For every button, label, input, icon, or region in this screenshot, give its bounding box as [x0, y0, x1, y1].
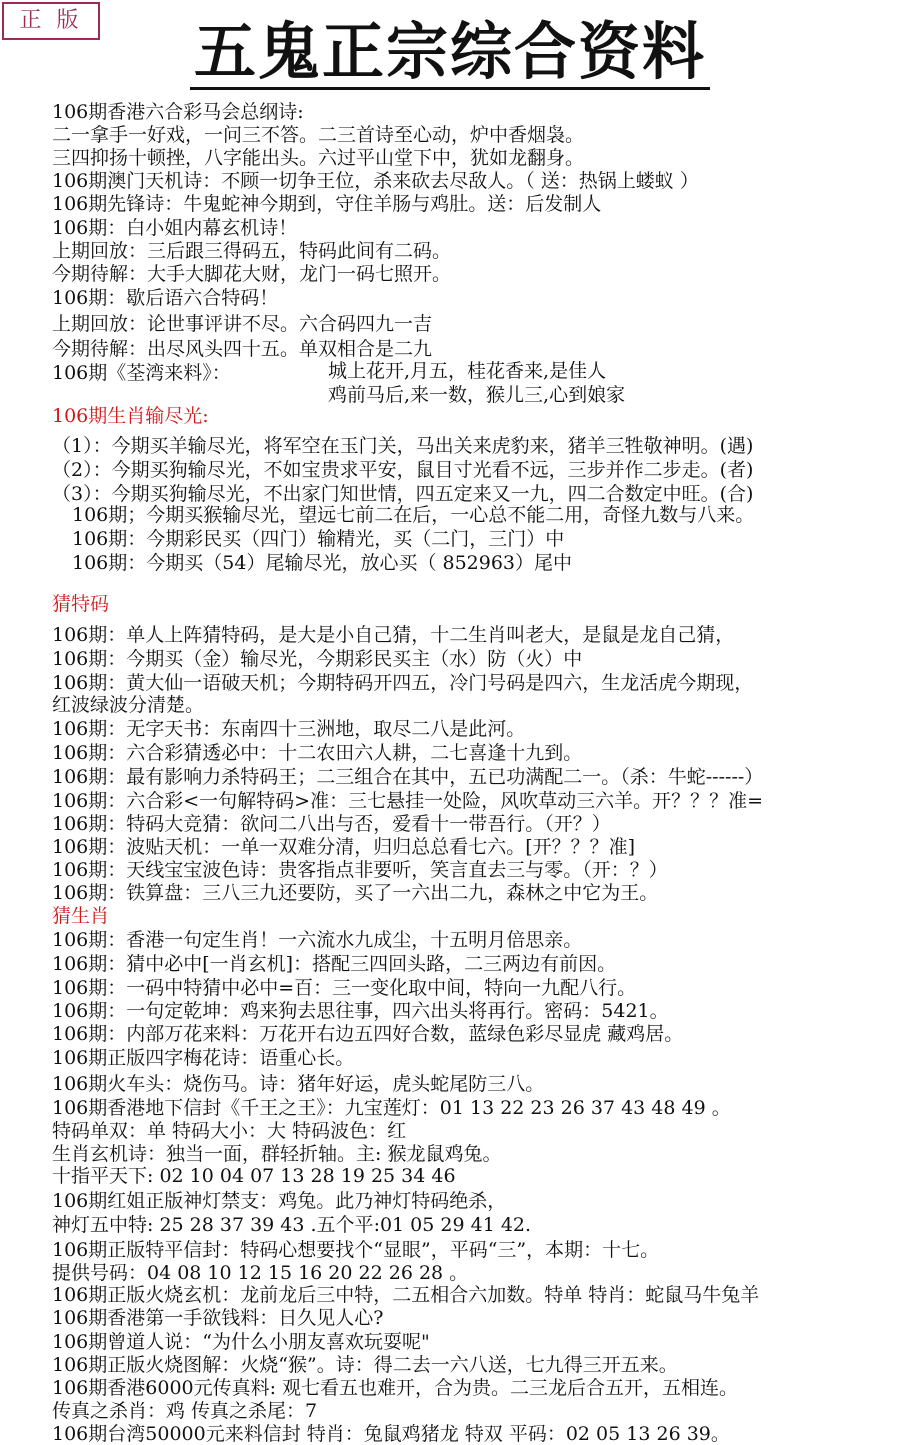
text-line: 106期：最有影响力杀特码王；二三组合在其中，五已功满配二一。（杀：牛蛇------）: [52, 766, 764, 788]
text-line: 106期；今期买猴输尽光，望远七前二在后，一心总不能二用，奇怪九数与八来。: [72, 504, 755, 526]
text-line: 106期正版火烧玄机：龙前龙后三中特，二五相合六加数。特单 特肖：蛇鼠马牛兔羊: [52, 1284, 760, 1306]
text-line: 106期香港第一手欲钱料：日久见人心?: [52, 1307, 384, 1329]
text-line: 今期待解：大手大脚花大财，龙门一码七照开。: [52, 263, 452, 285]
text-line: 106期：六合彩<一句解特码>准：三七悬挂一处险，风吹草动三六羊。开？？？准=: [52, 790, 764, 812]
text-line: 106期火车头：烧伤马。诗：猪年好运，虎头蛇尾防三八。: [52, 1073, 545, 1095]
text-line: 红波绿波分清楚。: [52, 694, 205, 716]
text-line: 106期：白小姐内幕玄机诗！: [52, 217, 298, 239]
text-line: 106期曾道人说：“为什么小朋友喜欢玩耍呢": [52, 1331, 430, 1353]
section-heading-guess-zodiac: 猜生肖: [52, 905, 110, 927]
text-line: 106期：香港一句定生肖！一六流水九成尘，十五明月倍思亲。: [52, 929, 583, 951]
text-line: 三四抑扬十顿挫，八字能出头。六过平山堂下中，犹如龙翻身。: [52, 147, 585, 169]
text-line: 106期：波贴天机：一单一双难分清，归归总总看七六。[开？？？准]: [52, 836, 636, 858]
text-line: 今期待解：出尽风头四十五。单双相合是二九: [52, 338, 433, 360]
text-line: 神灯五中特: 25 28 37 39 43 .五个平:01 05 29 41 42.: [52, 1214, 532, 1236]
text-line: 106期香港地下信封《千王之王》：九宝莲灯：01 13 22 23 26 37 43 48 49 。: [52, 1097, 731, 1119]
text-line: 106期：今期彩民买（四门）输精光，买（二门，三门）中: [72, 528, 565, 550]
text-line: 提供号码：04 08 10 12 15 16 20 22 26 28 。: [52, 1262, 469, 1284]
text-line: 上期回放：论世事评讲不尽。六合码四九一吉: [52, 313, 433, 335]
text-line: 上期回放：三后跟三得码五，特码此间有二码。: [52, 240, 452, 262]
text-line: 106期：今期买（金）输尽光，今期彩民买主（水）防（火）中: [52, 648, 583, 670]
text-line: 106期：无字天书：东南四十三洲地，取尽二八是此河。: [52, 718, 526, 740]
text-line: 106期先锋诗：牛鬼蛇神今期到，守住羊肠与鸡肚。送：后发制人: [52, 193, 602, 215]
text-line: 106期：猜中必中[一肖玄机]：搭配三四回头路，二三两边有前因。: [52, 953, 617, 975]
text-line: 106期《荃湾来料》：: [52, 362, 231, 384]
text-line: 106期：六合彩猜透必中：十二农田六人耕，二七喜逢十九到。: [52, 742, 583, 764]
text-line: 106期：特码大竞猜：欲问二八出与否，爱看十一带吾行。（开？）: [52, 813, 611, 835]
text-line: 106期：黄大仙一语破天机；今期特码开四五，冷门号码是四六，生龙活虎今期现，: [52, 672, 754, 694]
text-line: 106期正版火烧图解：火烧“猴”。诗：得二去一六八送，七九得三开五来。: [52, 1354, 678, 1376]
text-line: 106期：内部万花来料：万花开右边五四好合数，蓝绿色彩尽显虎 藏鸡居。: [52, 1023, 684, 1045]
text-line: 106期：一句定乾坤：鸡来狗去思往事，四六出头将再行。密码：5421。: [52, 1000, 669, 1022]
page-title: [0, 14, 900, 90]
text-line: 特码单双：单 特码大小：大 特码波色：红: [52, 1120, 407, 1142]
text-line: 106期：歇后语六合特码！: [52, 287, 279, 309]
text-line: （3）：今期买狗输尽光，不出家门知世情，四五定来又一九，四二合数定中旺。(合): [52, 483, 754, 505]
text-line: 106期香港六合彩马会总纲诗:: [52, 101, 304, 123]
text-line: 106期台湾50000元来料信封 特肖：兔鼠鸡猪龙 特双 平码：02 05 13 26 39。: [52, 1423, 730, 1445]
text-line: 106期：今期买（54）尾输尽光，放心买（ 852963）尾中: [72, 552, 573, 574]
text-line: 106期：一码中特猜中必中=百：三一变化取中间，特向一九配八行。: [52, 977, 637, 999]
text-line: 106期正版特平信封：特码心想要找个“显眼”，平码“三”，本期：十七。: [52, 1239, 660, 1261]
edition-badge: 正 版: [2, 2, 100, 40]
text-line: 鸡前马后,来一数，猴儿三,心到娘家: [328, 384, 626, 406]
text-line: 106期香港6000元传真料: 观七看五也难开，合为贵。二三龙后合五开，五相连。: [52, 1377, 739, 1399]
text-line: 106期：天线宝宝波色诗：贵客指点非要听，笑言直去三与零。（开：？）: [52, 859, 668, 881]
text-line: 二一拿手一好戏，一问三不答。二三首诗至心动，炉中香烟袅。: [52, 124, 585, 146]
text-line: 城上花开,月五，桂花香来,是佳人: [328, 360, 607, 382]
page-title-text: 五鬼正宗综合资料: [190, 17, 710, 90]
text-line: 十指平天下: 02 10 04 07 13 28 19 25 34 46: [52, 1165, 456, 1187]
text-line: 生肖玄机诗：独当一面，群轻折轴。主: 猴龙鼠鸡兔。: [52, 1143, 502, 1165]
text-line: （2）：今期买狗输尽光，不如宝贵求平安，鼠目寸光看不远，三步并作二步走。(者): [52, 459, 754, 481]
text-line: 106期：单人上阵猜特码，是大是小自己猜，十二生肖叫老大，是鼠是龙自己猜，: [52, 624, 735, 646]
section-heading-zodiac-lose: 106期生肖输尽光:: [52, 405, 209, 427]
text-line: 106期澳门天机诗：不顾一切争王位，杀来砍去尽敌人。（ 送：热锅上蝼蚁 ）: [52, 170, 699, 192]
text-line: （1）：今期买羊输尽光，将军空在玉门关，马出关来虎豹来，猪羊三牲敬神明。(遇): [52, 435, 754, 457]
text-line: 106期正版四字梅花诗：语重心长。: [52, 1047, 355, 1069]
text-line: 传真之杀肖：鸡 传真之杀尾：7: [52, 1400, 318, 1422]
text-line: 106期红姐正版神灯禁支：鸡兔。此乃神灯特码绝杀，: [52, 1190, 507, 1212]
text-line: 106期：铁算盘：三八三九还要防，买了一六出二九，森林之中它为王。: [52, 882, 659, 904]
section-heading-guess-code: 猜特码: [52, 593, 110, 615]
